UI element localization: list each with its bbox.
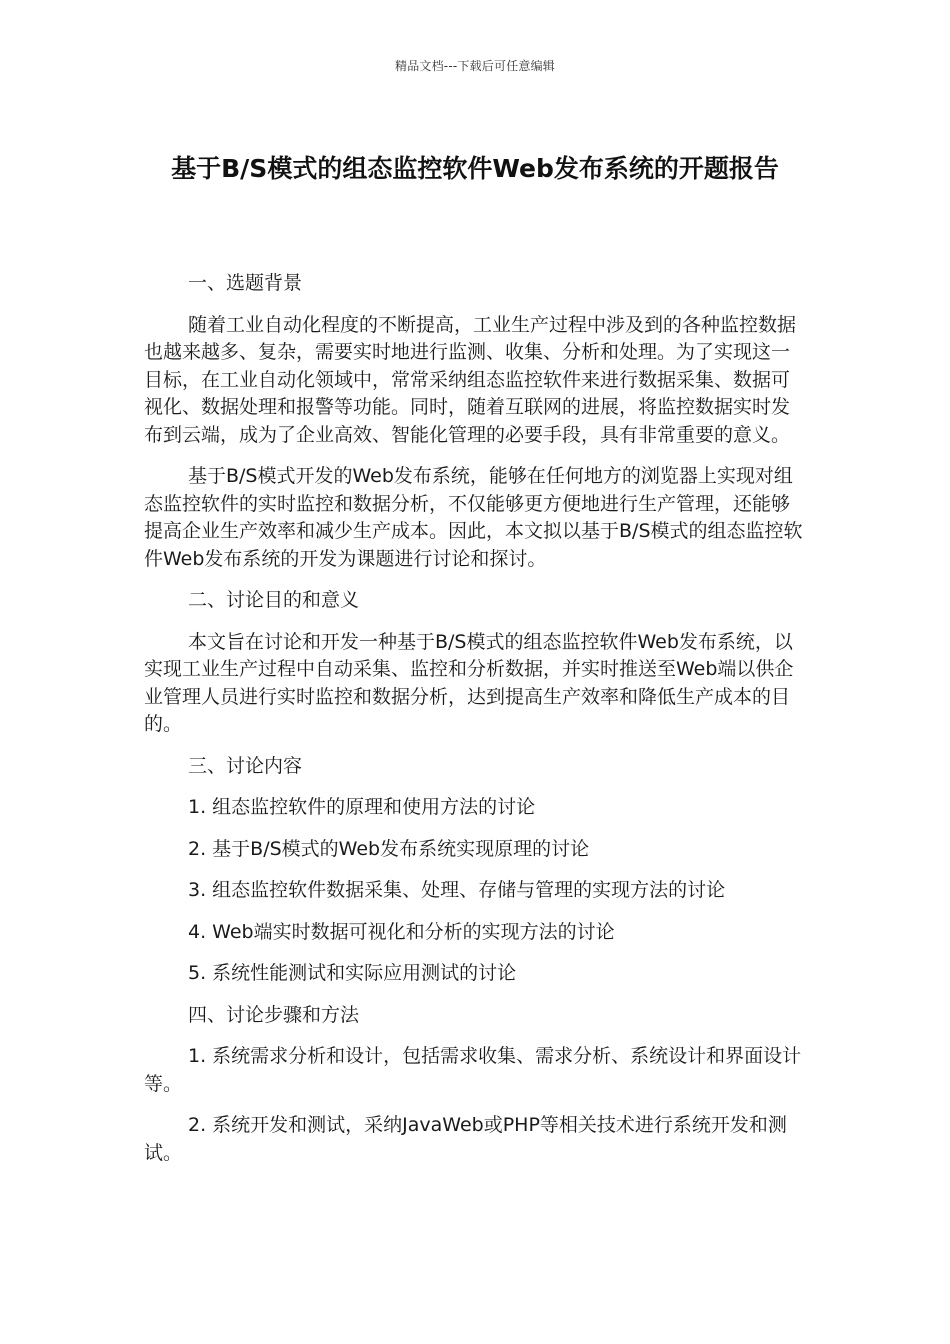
document-body bbox=[144, 270, 808, 1181]
list-item: 2. 系统开发和测试，采纳JavaWeb或PHP等相关技术进行系统开发和测试。 bbox=[144, 1114, 787, 1164]
paragraph: 随着工业自动化程度的不断提高，工业生产过程中涉及到的各种监控数据也越来越多、复杂，需要实时地进行监测、收集、分析和处理。为了实现这一目标，在工业自动化领域中，常常采纳组态监控软件来进行数据采集、数据可视化、数据处理和报警等功能。同时，随着互联网的进展，将监控数据实时发布到云端，成为了企业高效、智能化管理的必要手段，具有非常重要的意义。 bbox=[144, 313, 797, 446]
paragraph: 本文旨在讨论和开发一种基于B/S模式的组态监控软件Web发布系统，以实现工业生产过程中自动采集、监控和分析数据，并实时推送至Web端以供企业管理人员进行实时监控和数据分析，达到提高生产效率和降低生产成本的目的。 bbox=[144, 630, 794, 735]
list-item: 5. 系统性能测试和实际应用测试的讨论 bbox=[188, 962, 517, 984]
section-heading: 四、讨论步骤和方法 bbox=[188, 1003, 360, 1026]
list-item: 1. 系统需求分析和设计，包括需求收集、需求分析、系统设计和界面设计等。 bbox=[144, 1045, 802, 1095]
list-item: 2. 基于B/S模式的Web发布系统实现原理的讨论 bbox=[188, 837, 590, 860]
document-title: 基于B/S模式的组态监控软件Web发布系统的开题报告 bbox=[171, 154, 779, 183]
page-header-note: 精品文档---下载后可任意编辑 bbox=[395, 59, 555, 73]
section-heading: 三、讨论内容 bbox=[188, 754, 303, 777]
list-item: 1. 组态监控软件的原理和使用方法的讨论 bbox=[188, 796, 536, 818]
section-heading: 一、选题背景 bbox=[188, 272, 303, 294]
section-heading: 二、讨论目的和意义 bbox=[188, 589, 360, 611]
list-item: 4. Web端实时数据可视化和分析的实现方法的讨论 bbox=[188, 920, 615, 943]
list-item: 3. 组态监控软件数据采集、处理、存储与管理的实现方法的讨论 bbox=[188, 879, 726, 901]
paragraph: 基于B/S模式开发的Web发布系统，能够在任何地方的浏览器上实现对组态监控软件的实时监控和数据分析，不仅能够更方便地进行生产管理，还能够提高企业生产效率和减少生产成本。因此，本文拟以基于B/S模式的组态监控软件Web发布系统的开发为课题进行讨论和探讨。 bbox=[144, 465, 803, 570]
